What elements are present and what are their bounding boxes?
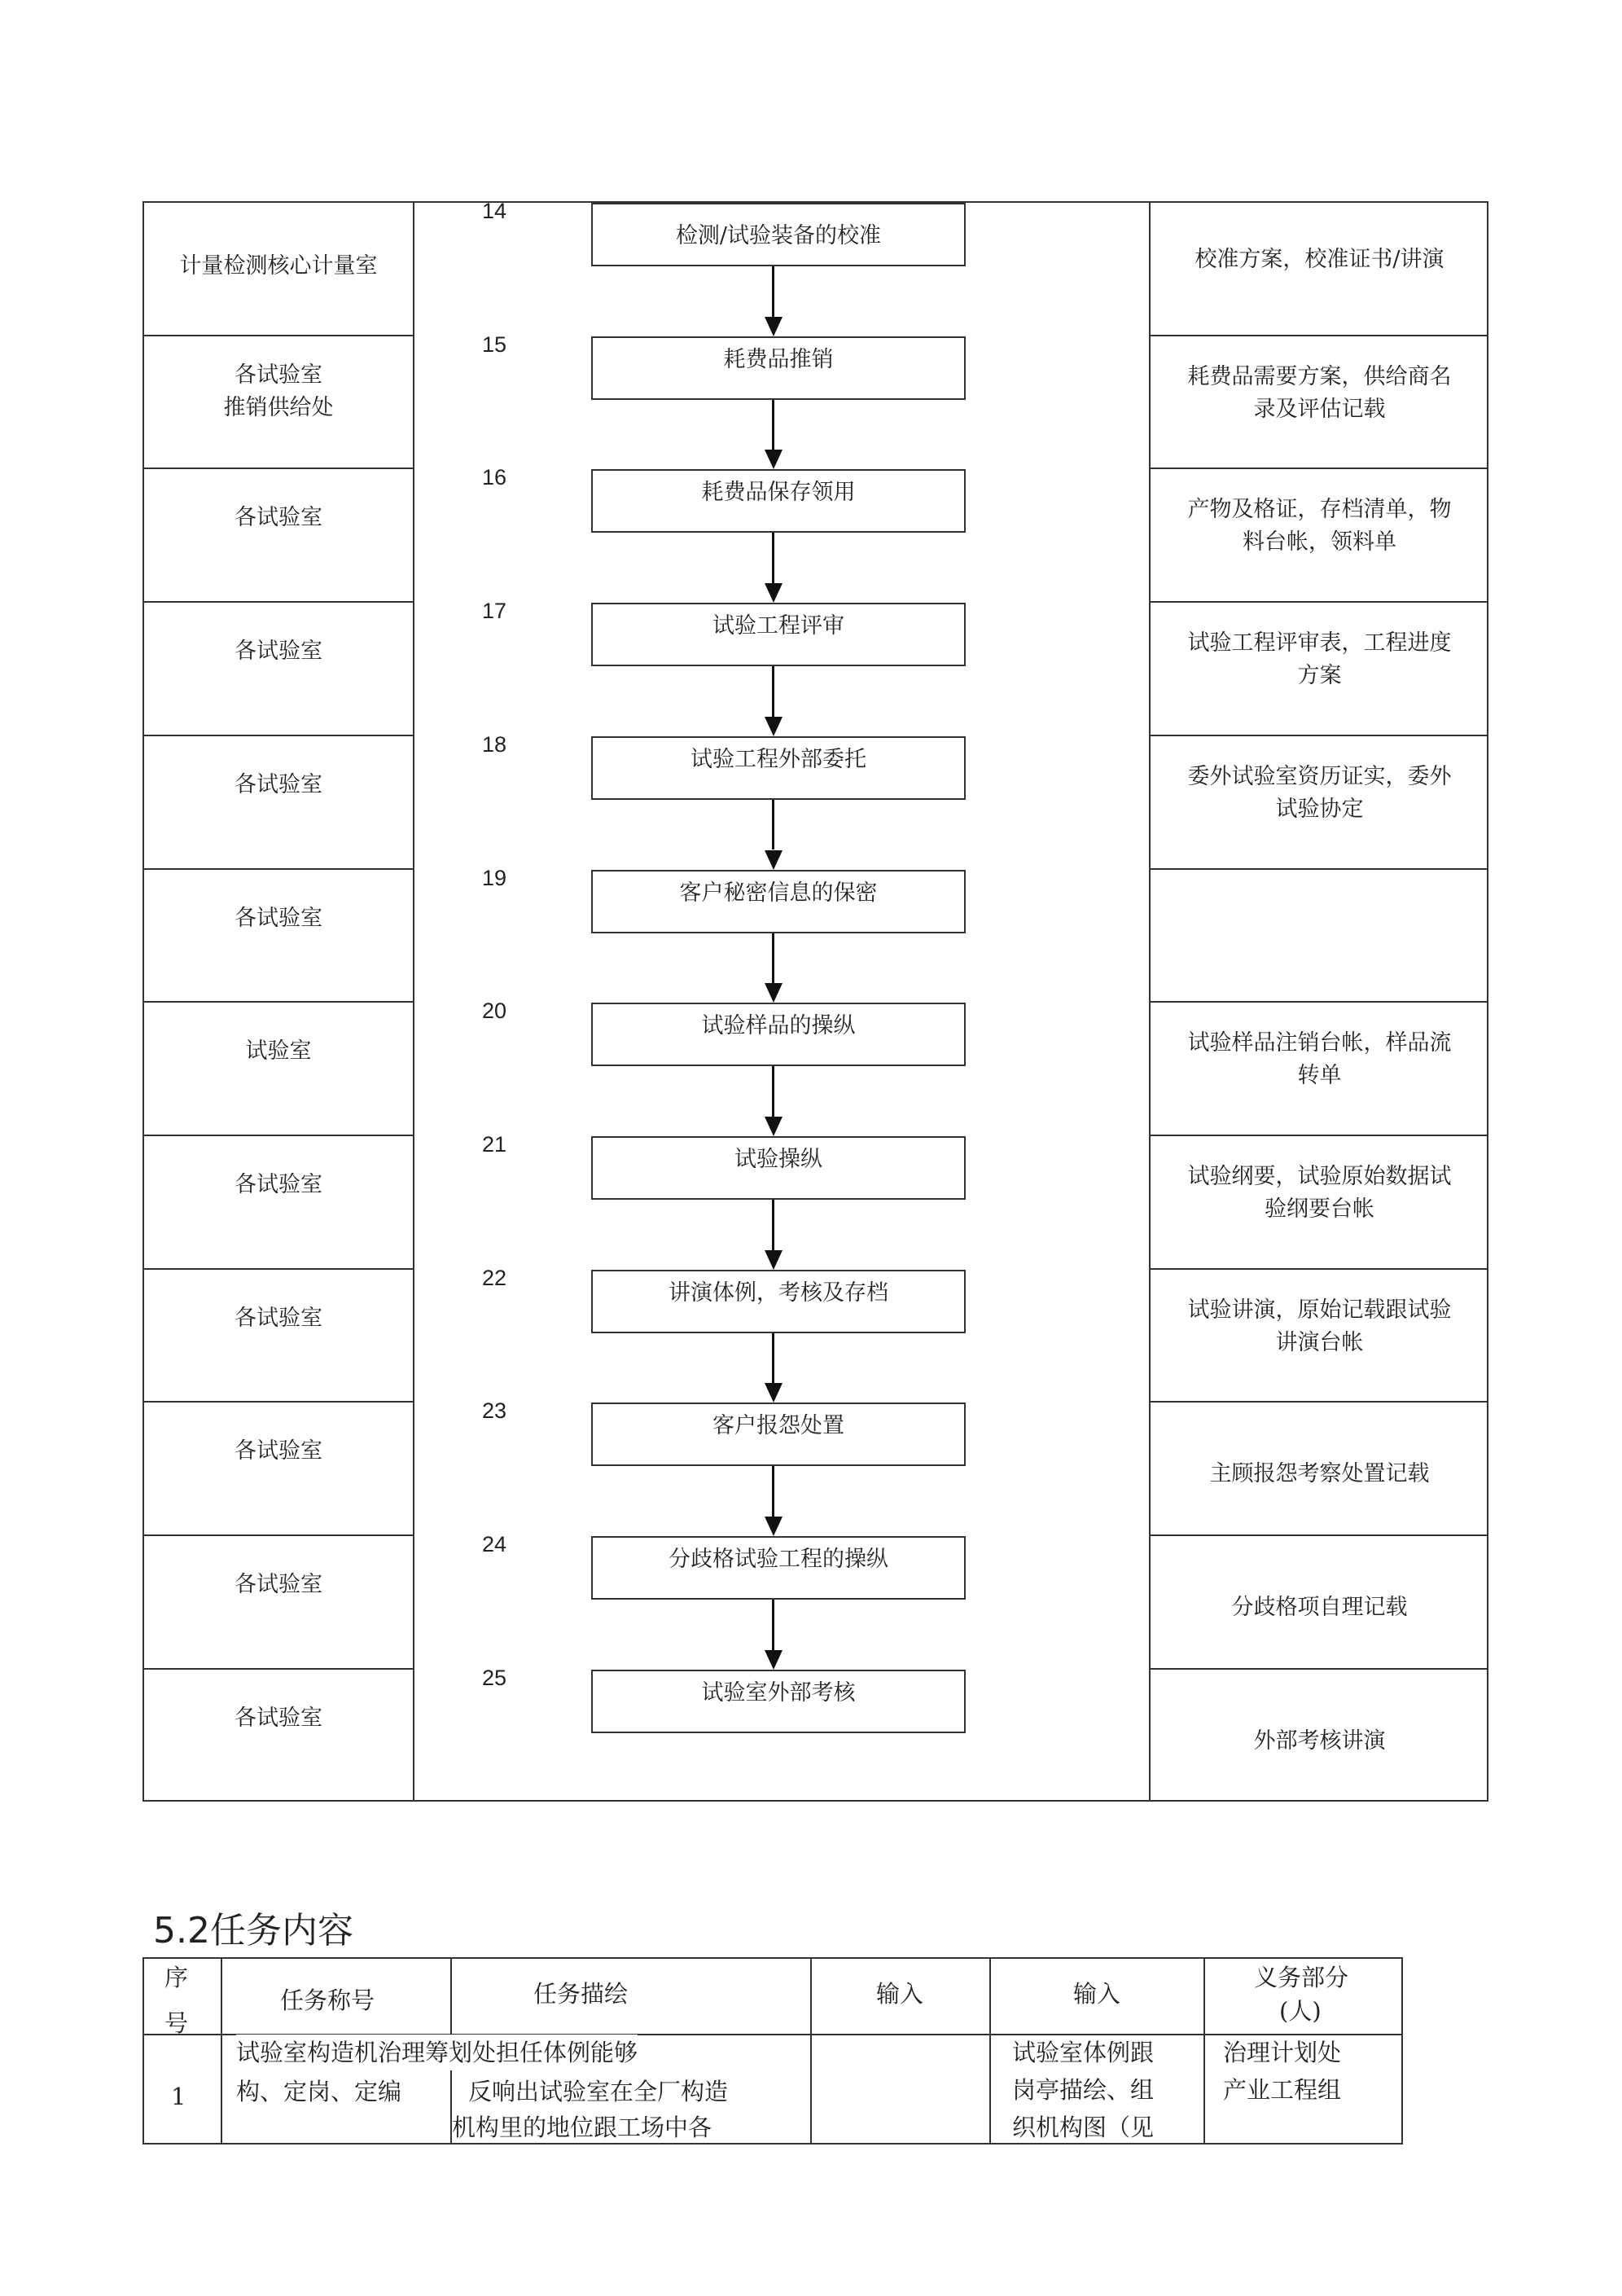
dept-row-divider (142, 1534, 414, 1536)
records-cell-text: 方案 (1297, 663, 1342, 689)
process-label: 客户报怨处置 (712, 1413, 844, 1439)
header-task-name: 任务称号 (280, 1987, 375, 2014)
flow-arrow-shaft (772, 800, 774, 850)
dept-row-divider (142, 735, 414, 736)
dept-cell-text: 各试验室 (235, 1305, 322, 1331)
process-label: 耗费品保存领用 (701, 480, 856, 506)
process-label: 试验操纵 (734, 1146, 822, 1172)
flow-arrow-head (765, 1383, 783, 1403)
process-box (591, 603, 966, 666)
records-row-divider (1149, 868, 1488, 870)
task-table-col-divider (1203, 1957, 1205, 2145)
process-box (591, 1003, 966, 1066)
row-output-line1: 试验室体例跟 (1012, 2039, 1155, 2066)
dept-cell-text: 推销供给处 (223, 394, 334, 420)
section-title: 5.2任务内容 (153, 1910, 353, 1951)
records-row-divider (1149, 468, 1488, 469)
task-table-col-divider (221, 1957, 222, 2145)
records-cell-text: 主顾报怨考察处置记载 (1209, 1461, 1430, 1487)
records-row-divider (1149, 1401, 1488, 1403)
flow-arrow-shaft (772, 1200, 774, 1250)
process-box (591, 203, 966, 266)
flow-arrow-head (765, 717, 783, 736)
records-row-divider (1149, 735, 1488, 736)
process-label: 检测/试验装备的校准 (675, 223, 882, 248)
records-cell-text: 产物及格证，存档清单，物 (1187, 497, 1452, 523)
records-cell-text: 外部考核讲演 (1253, 1727, 1386, 1754)
dept-cell-text: 各试验室 (235, 505, 322, 531)
records-cell-text: 验纲要台帐 (1265, 1196, 1374, 1222)
records-cell-text: 试验工程评审表，工程进度 (1187, 630, 1452, 656)
dept-row-divider (142, 1135, 414, 1136)
records-row-divider (1149, 1268, 1488, 1270)
records-row-divider (1149, 1534, 1488, 1536)
process-box (591, 736, 966, 800)
dept-row-divider (142, 1001, 414, 1003)
records-cell-text: 料台帐，领料单 (1243, 529, 1396, 555)
dept-cell-text: 各试验室 (235, 1171, 322, 1197)
dept-cell-text: 各试验室 (235, 362, 322, 388)
row-dept-line1: 治理计划处 (1223, 2039, 1342, 2066)
step-number: 24 (482, 1532, 507, 1556)
step-number: 14 (482, 199, 507, 223)
step-number: 22 (482, 1265, 507, 1290)
process-box (591, 1136, 966, 1200)
row-output-line3: 织机构图（见 (1012, 2114, 1155, 2141)
step-number: 23 (482, 1398, 507, 1424)
row-top-line: 试验室构造机治理筹划处担任体例能够 (236, 2035, 638, 2070)
step-number: 18 (482, 731, 507, 757)
records-row-divider (1149, 1668, 1488, 1670)
records-row-divider (1149, 601, 1488, 603)
process-label: 试验工程评审 (712, 613, 844, 639)
dept-cell-text: 各试验室 (235, 771, 322, 797)
flow-arrow-head (765, 583, 783, 603)
header-seq-line1: 序 (164, 1964, 189, 1991)
flow-arrow-shaft (772, 1600, 774, 1650)
flow-arrow-shaft (772, 266, 774, 317)
records-cell-text: 分歧格项自理记载 (1231, 1595, 1408, 1620)
dept-cell-text: 各试验室 (235, 1705, 322, 1731)
step-number: 15 (482, 331, 507, 357)
records-cell-text: 校准方案，校准证书/讲演 (1195, 247, 1444, 272)
flow-arrow-shaft (772, 666, 774, 717)
process-box (591, 1670, 966, 1733)
row-desc-line3: 机构里的地位跟工场中各 (452, 2114, 712, 2141)
process-box (591, 1270, 966, 1333)
flow-arrow-shaft (772, 1333, 774, 1384)
row-dept-line2: 产业工程组 (1223, 2076, 1342, 2104)
dept-row-divider (142, 601, 414, 603)
flow-arrow-head (765, 317, 783, 336)
step-number: 19 (482, 865, 507, 890)
dept-row-divider (142, 1268, 414, 1270)
records-cell-text: 试验纲要，试验原始数据试 (1187, 1163, 1452, 1189)
flow-arrow-head (765, 450, 783, 469)
records-cell-text: 录及评估记载 (1253, 396, 1386, 422)
flow-arrow-shaft (772, 533, 774, 583)
process-box (591, 1403, 966, 1466)
header-dept-line1: 义务部分 (1254, 1964, 1349, 1991)
row-desc-line2: 反响出试验室在全厂构造 (468, 2078, 729, 2105)
dept-row-divider (142, 868, 414, 870)
flow-arrow-head (765, 983, 783, 1003)
process-box (591, 336, 966, 400)
process-label: 试验工程外部委托 (690, 746, 866, 772)
records-row-divider (1149, 335, 1488, 336)
process-label: 试验室外部考核 (701, 1679, 856, 1706)
flow-arrow-head (765, 850, 783, 870)
records-row-divider (1149, 1001, 1488, 1003)
process-box (591, 870, 966, 933)
records-cell-text: 委外试验室资历证实，委外 (1187, 763, 1452, 789)
process-label: 耗费品推销 (723, 346, 834, 372)
records-cell-text: 试验协定 (1275, 796, 1364, 822)
dept-cell-text: 试验室 (245, 1038, 312, 1065)
flow-arrow-head (765, 1517, 783, 1536)
dept-cell-text: 各试验室 (235, 1572, 322, 1597)
dept-row-divider (142, 1668, 414, 1670)
step-number: 16 (482, 465, 507, 490)
records-row-divider (1149, 1135, 1488, 1136)
header-input: 输入 (876, 1980, 924, 2008)
flow-arrow-shaft (772, 400, 774, 450)
step-number: 21 (482, 1131, 507, 1157)
process-box (591, 469, 966, 533)
row-output-line2: 岗亭描绘、组 (1012, 2076, 1155, 2104)
dept-cell-text: 各试验室 (235, 905, 322, 931)
task-table-col-divider (810, 1957, 812, 2145)
header-task-desc: 任务描绘 (533, 1980, 629, 2008)
flow-arrow-shaft (772, 1466, 774, 1517)
records-cell-text: 试验样品注销台帐，样品流 (1187, 1030, 1452, 1056)
header-output: 输入 (1073, 1980, 1121, 2008)
records-cell-text: 试验讲演，原始记载跟试验 (1187, 1297, 1452, 1323)
step-number: 25 (482, 1665, 507, 1690)
dept-row-divider (142, 335, 414, 336)
process-label: 试验样品的操纵 (701, 1013, 856, 1039)
header-dept-line2: (人) (1279, 1997, 1322, 2025)
flow-arrow-head (765, 1117, 783, 1136)
records-cell-text: 讲演台帐 (1275, 1329, 1364, 1355)
records-cell-text: 转单 (1297, 1063, 1342, 1089)
header-seq-line2: 号 (164, 2009, 189, 2037)
flow-arrow-head (765, 1650, 783, 1670)
dept-row-divider (142, 468, 414, 469)
dept-row-divider (142, 1401, 414, 1403)
dept-cell-text: 计量检测核心计量室 (179, 253, 378, 279)
dept-cell-text: 各试验室 (235, 1438, 322, 1464)
process-label: 分歧格试验工程的操纵 (669, 1547, 888, 1572)
row-task-name-line2: 构、定岗、定编 (236, 2078, 402, 2105)
flow-arrow-head (765, 1250, 783, 1270)
flow-arrow-shaft (772, 1066, 774, 1117)
dept-cell-text: 各试验室 (235, 639, 322, 665)
process-box (591, 1536, 966, 1600)
row-seq: 1 (171, 2083, 186, 2110)
step-number: 20 (482, 999, 507, 1024)
records-cell-text: 耗费品需要方案，供给商名 (1187, 363, 1452, 389)
step-number: 17 (482, 599, 507, 624)
task-table-col-divider (989, 1957, 991, 2145)
process-label: 讲演体例，考核及存档 (669, 1280, 888, 1306)
process-label: 客户秘密信息的保密 (679, 880, 878, 906)
flow-arrow-shaft (772, 933, 774, 984)
